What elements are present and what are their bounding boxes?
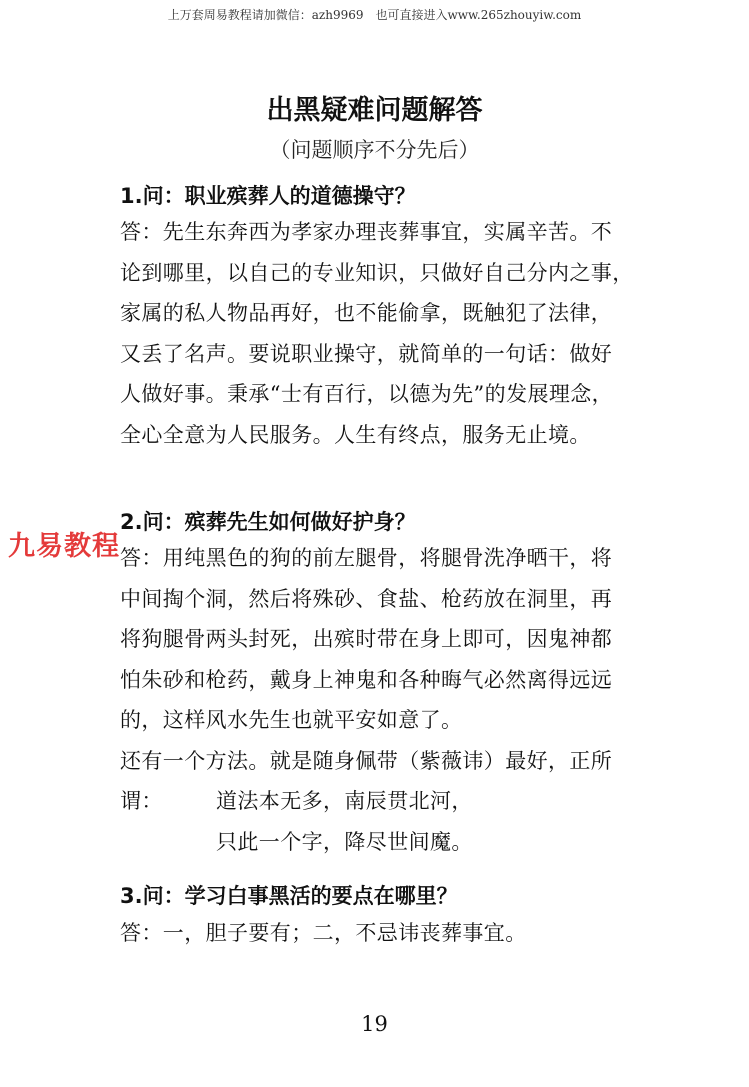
answer-line: 论到哪里，以自己的专业知识，只做好自己分内之事， xyxy=(120,260,634,285)
question-1: 1.问：职业殡葬人的道德操守？ xyxy=(120,184,416,208)
page-subtitle: （问题顺序不分先后） xyxy=(269,138,480,162)
question-2: 2.问：殡葬先生如何做好护身？ xyxy=(120,510,416,534)
answer-line: 还有一个方法。就是随身佩带（紫薇讳）最好，正所 xyxy=(120,748,613,773)
answer-2 xyxy=(120,538,665,862)
question-3: 3.问：学习白事黑活的要点在哪里？ xyxy=(120,884,458,908)
verse-text: 道法本无多，南辰贯北河， xyxy=(216,789,473,813)
answer-1 xyxy=(120,212,665,455)
answer-line: 中间掏个洞，然后将殊砂、食盐、枪药放在洞里，再 xyxy=(120,586,613,611)
answer-line: 又丢了名声。要说职业操守，就简单的一句话：做好 xyxy=(120,341,613,366)
answer-line: 的，这样风水先生也就平安如意了。 xyxy=(120,708,463,732)
header-text: 上万套周易教程请加微信：azh9969 也可直接进入www.265zhouyiw.com xyxy=(167,8,582,22)
answer-line: 答：一，胆子要有；二，不忌讳丧葬事宜。 xyxy=(120,921,527,945)
answer-3 xyxy=(120,913,665,954)
answer-line: 全心全意为人民服务。人生有终点，服务无止境。 xyxy=(120,422,591,447)
verse-text: 只此一个字，降尽世间魔。 xyxy=(216,829,473,854)
page-title: 出黑疑难问题解答 xyxy=(266,95,483,126)
answer-line: 将狗腿骨两头封死，出殡时带在身上即可，因鬼神都 xyxy=(120,627,613,651)
watermark-logo: 九易教程 xyxy=(8,531,120,562)
answer-line: 答：先生东奔西为孝家办理丧葬事宜，实属辛苦。不 xyxy=(120,220,613,244)
verse-prefix: 谓： xyxy=(120,789,163,813)
verse-line xyxy=(120,781,665,822)
answer-line: 家属的私人物品再好，也不能偷拿，既触犯了法律， xyxy=(120,301,613,325)
page-number: 19 xyxy=(361,1012,388,1036)
answer-line: 人做好事。秉承“士有百行，以德为先”的发展理念， xyxy=(120,382,614,406)
verse-line xyxy=(120,822,665,863)
answer-line: 答：用纯黑色的狗的前左腿骨，将腿骨洗净晒干，将 xyxy=(120,546,613,570)
answer-line: 怕朱砂和枪药，戴身上神鬼和各种晦气必然离得远远 xyxy=(120,667,613,692)
